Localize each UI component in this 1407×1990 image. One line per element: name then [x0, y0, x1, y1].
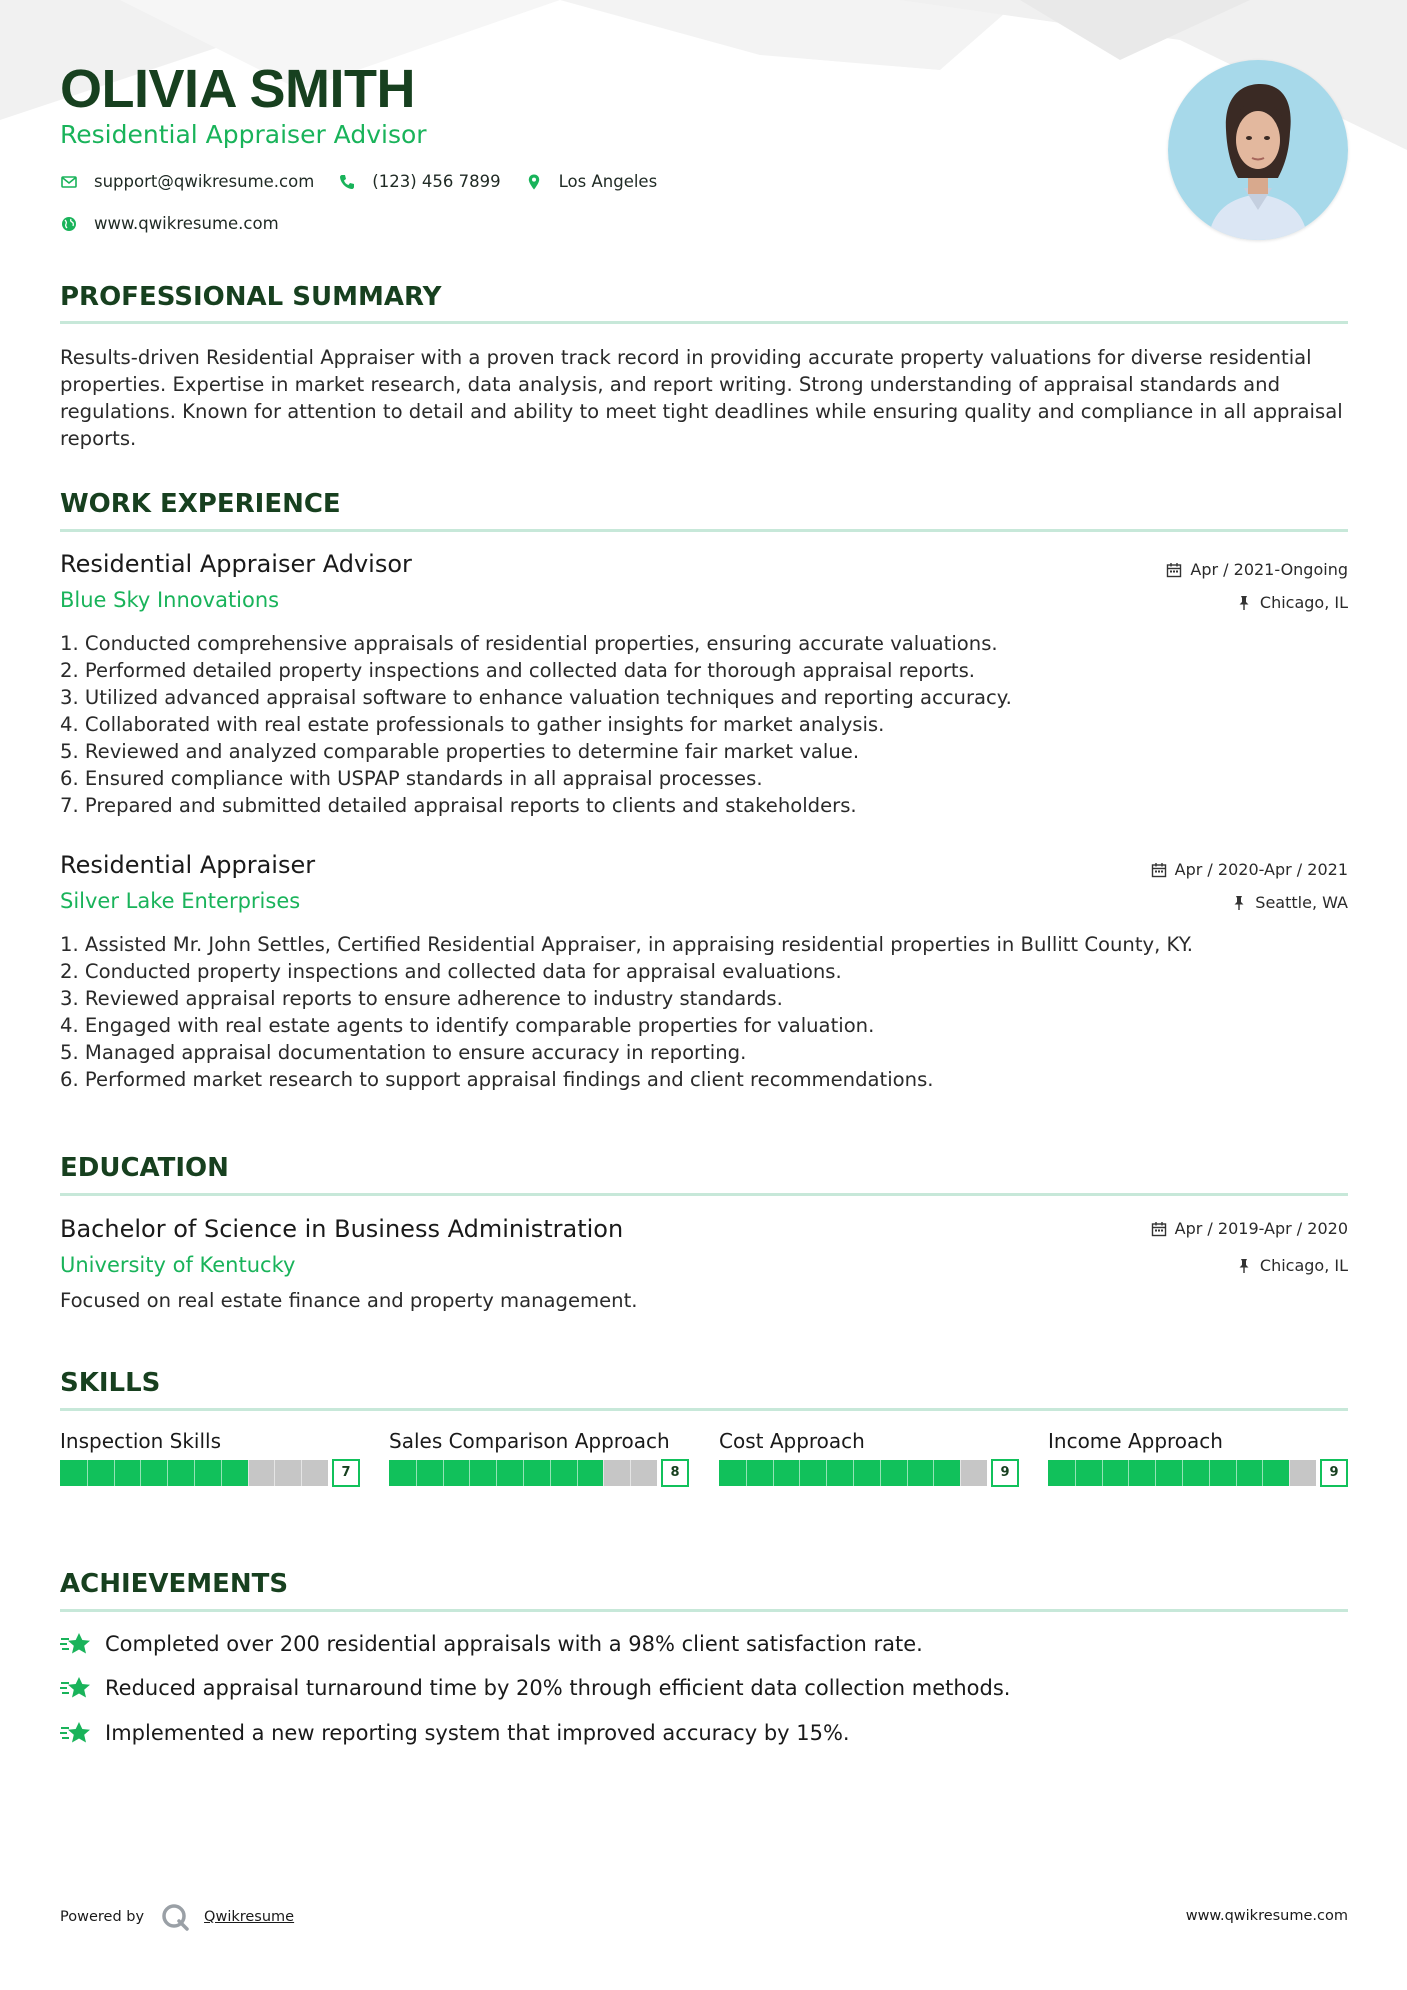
phone-text: (123) 456 7899 [372, 172, 501, 191]
skill-bar-segment [167, 1460, 168, 1486]
calendar-icon [1151, 862, 1167, 878]
skill-level-bar [60, 1459, 360, 1487]
skill-item [1048, 1428, 1348, 1487]
skill-bar-track [389, 1460, 657, 1486]
skill-bar-segment [603, 1460, 604, 1486]
skill-name: Income Approach [1048, 1429, 1223, 1453]
skill-bar-segment [799, 1460, 800, 1486]
resume-page [60, 0, 1348, 1990]
section-divider [60, 1193, 1348, 1196]
achievement-text: Implemented a new reporting system that improved accuracy by 15%. [105, 1721, 850, 1745]
skill-level-value: 9 [991, 1459, 1019, 1487]
email-text: support@qwikresume.com [94, 172, 315, 191]
company-name: Blue Sky Innovations [60, 588, 280, 612]
list-item: 7. Prepared and submitted detailed appraisal reports to clients and stakeholders. [60, 794, 857, 817]
candidate-title: Residential Appraiser Advisor [60, 120, 427, 149]
education-heading: EDUCATION [60, 1153, 229, 1183]
skill-bar-segment [1262, 1460, 1263, 1486]
list-item: 5. Managed appraisal documentation to ensure accuracy in reporting. [60, 1041, 747, 1064]
section-divider [60, 529, 1348, 532]
contact-row [60, 172, 681, 191]
job-dates-text: Apr / 2020-Apr / 2021 [1174, 860, 1348, 879]
job-responsibilities [60, 931, 1348, 1093]
education-description: Focused on real estate finance and property management. [60, 1289, 638, 1312]
job-dates [1151, 860, 1348, 879]
skill-bar-fill [1048, 1460, 1289, 1486]
skill-bar-fill [60, 1460, 248, 1486]
globe-icon [60, 215, 78, 233]
skill-level-bar [719, 1459, 1019, 1487]
skill-bar-segment [1128, 1460, 1129, 1486]
job-dates-text: Apr / 2021-Ongoing [1190, 560, 1348, 579]
star-badge-icon [60, 1630, 92, 1658]
skill-bar-segment [880, 1460, 881, 1486]
summary-heading: PROFESSIONAL SUMMARY [60, 282, 442, 312]
skill-bar-segment [469, 1460, 470, 1486]
candidate-name: OLIVIA SMITH [60, 59, 415, 119]
skill-item [719, 1428, 1019, 1487]
list-item: 3. Reviewed appraisal reports to ensure adherence to industry standards. [60, 987, 783, 1010]
skill-bar-segment [960, 1460, 961, 1486]
job-location [1231, 893, 1348, 912]
location-contact [525, 172, 658, 191]
list-item: 6. Ensured compliance with USPAP standards in all appraisal processes. [60, 767, 763, 790]
pushpin-icon [1236, 1258, 1252, 1274]
education-dates [1151, 1219, 1348, 1238]
location-text: Los Angeles [558, 172, 658, 191]
achievement-text: Completed over 200 residential appraisals with a 98% client satisfaction rate. [105, 1632, 923, 1656]
skill-bar-segment [1102, 1460, 1103, 1486]
portrait-image [1168, 60, 1348, 240]
skill-bar-fill [719, 1460, 960, 1486]
list-item: 5. Reviewed and analyzed comparable properties to determine fair market value. [60, 740, 860, 763]
skill-bar-track [719, 1460, 987, 1486]
powered-by-text: Powered by [60, 1909, 145, 1925]
education-dates-text: Apr / 2019-Apr / 2020 [1174, 1219, 1348, 1238]
skill-item [389, 1428, 689, 1487]
section-divider [60, 1408, 1348, 1411]
phone-icon [338, 173, 356, 191]
section-divider [60, 1609, 1348, 1612]
skill-bar-segment [496, 1460, 497, 1486]
list-item: 6. Performed market research to support appraisal findings and client recommendations. [60, 1068, 934, 1091]
footer-powered-by [60, 1902, 294, 1932]
skill-bar-segment [87, 1460, 88, 1486]
job-location-text: Seattle, WA [1255, 893, 1348, 912]
website-contact[interactable] [60, 214, 279, 233]
list-item: 4. Collaborated with real estate professionals to gather insights for market analysis. [60, 713, 885, 736]
list-item: 1. Conducted comprehensive appraisals of residential properties, ensuring accurate valuations. [60, 632, 998, 655]
education-location [1236, 1256, 1348, 1275]
job-title: Residential Appraiser Advisor [60, 550, 412, 578]
job-location-text: Chicago, IL [1259, 593, 1348, 612]
envelope-icon [60, 173, 78, 191]
job-dates [1166, 560, 1348, 579]
skill-bar-segment [853, 1460, 854, 1486]
map-marker-icon [525, 173, 543, 191]
skill-bar-track [1048, 1460, 1316, 1486]
calendar-icon [1166, 562, 1182, 578]
degree-title: Bachelor of Science in Business Administration [60, 1215, 624, 1243]
skill-bar-segment [1182, 1460, 1183, 1486]
skill-bar-segment [577, 1460, 578, 1486]
skill-bar-segment [907, 1460, 908, 1486]
list-item: 4. Engaged with real estate agents to identify comparable properties for valuation. [60, 1014, 875, 1037]
skill-level-bar [1048, 1459, 1348, 1487]
skill-bar-segment [301, 1460, 302, 1486]
brand-link[interactable]: Qwikresume [204, 1909, 295, 1925]
pushpin-icon [1231, 895, 1247, 911]
skill-bar-segment [443, 1460, 444, 1486]
skill-bar-segment [416, 1460, 417, 1486]
achievement-text: Reduced appraisal turnaround time by 20% through efficient data collection methods. [105, 1676, 1011, 1700]
job-title: Residential Appraiser [60, 851, 316, 879]
skill-level-value: 7 [332, 1459, 360, 1487]
achievement-item [60, 1674, 1010, 1702]
website-row [60, 214, 303, 233]
skill-bar-segment [1236, 1460, 1237, 1486]
skill-bar-track [60, 1460, 328, 1486]
profile-photo [1168, 60, 1348, 240]
pushpin-icon [1236, 595, 1252, 611]
skill-bar-segment [140, 1460, 141, 1486]
skill-level-bar [389, 1459, 689, 1487]
list-item: 1. Assisted Mr. John Settles, Certified Residential Appraiser, in appraising residential properties in Bullitt County, KY. [60, 933, 1193, 956]
skill-bar-segment [523, 1460, 524, 1486]
star-badge-icon [60, 1719, 92, 1747]
skill-bar-segment [1209, 1460, 1210, 1486]
skill-name: Cost Approach [719, 1429, 865, 1453]
section-divider [60, 321, 1348, 324]
skill-level-value: 8 [661, 1459, 689, 1487]
calendar-icon [1151, 1221, 1167, 1237]
company-name: Silver Lake Enterprises [60, 889, 301, 913]
skill-bar-segment [248, 1460, 249, 1486]
job-responsibilities [60, 630, 1348, 819]
skill-bar-segment [1155, 1460, 1156, 1486]
skill-name: Sales Comparison Approach [389, 1429, 670, 1453]
skill-bar-segment [746, 1460, 747, 1486]
job-location [1236, 593, 1348, 612]
skill-level-value: 9 [1320, 1459, 1348, 1487]
achievement-item [60, 1630, 923, 1658]
achievement-item [60, 1719, 850, 1747]
school-name: University of Kentucky [60, 1253, 296, 1277]
skill-item [60, 1428, 360, 1487]
skill-bar-segment [114, 1460, 115, 1486]
experience-heading: WORK EXPERIENCE [60, 489, 341, 519]
skill-bar-segment [773, 1460, 774, 1486]
star-badge-icon [60, 1674, 92, 1702]
skill-bar-segment [221, 1460, 222, 1486]
list-item: 2. Performed detailed property inspections and collected data for thorough appraisal reports. [60, 659, 976, 682]
skill-bar-segment [1289, 1460, 1290, 1486]
skill-bar-segment [1075, 1460, 1076, 1486]
skill-name: Inspection Skills [60, 1429, 222, 1453]
qwikresume-logo-icon [160, 1902, 190, 1932]
list-item: 3. Utilized advanced appraisal software to enhance valuation techniques and reporting accuracy. [60, 686, 1012, 709]
skill-bar-segment [826, 1460, 827, 1486]
summary-text: Results-driven Residential Appraiser with a proven track record in providing accurate property valuations for diverse residential properties. Expertise in market research, data analysis, and report writing. Strong understanding of appraisal standards and regulations. Known for attention to detail and ability to meet tight deadlines while ensuring quality and compliance in all appraisal reports. [60, 346, 1343, 450]
list-item: 2. Conducted property inspections and collected data for appraisal evaluations. [60, 960, 842, 983]
skill-bar-segment [933, 1460, 934, 1486]
education-location-text: Chicago, IL [1259, 1256, 1348, 1275]
footer-website[interactable]: www.qwikresume.com [1185, 1908, 1348, 1924]
website-text: www.qwikresume.com [94, 214, 279, 233]
skills-heading: SKILLS [60, 1368, 161, 1398]
phone-contact[interactable] [338, 172, 500, 191]
skill-bar-segment [194, 1460, 195, 1486]
skill-bar-segment [630, 1460, 631, 1486]
skill-bar-segment [550, 1460, 551, 1486]
skill-bar-segment [274, 1460, 275, 1486]
email-contact[interactable] [60, 172, 314, 191]
achievements-heading: ACHIEVEMENTS [60, 1569, 289, 1599]
